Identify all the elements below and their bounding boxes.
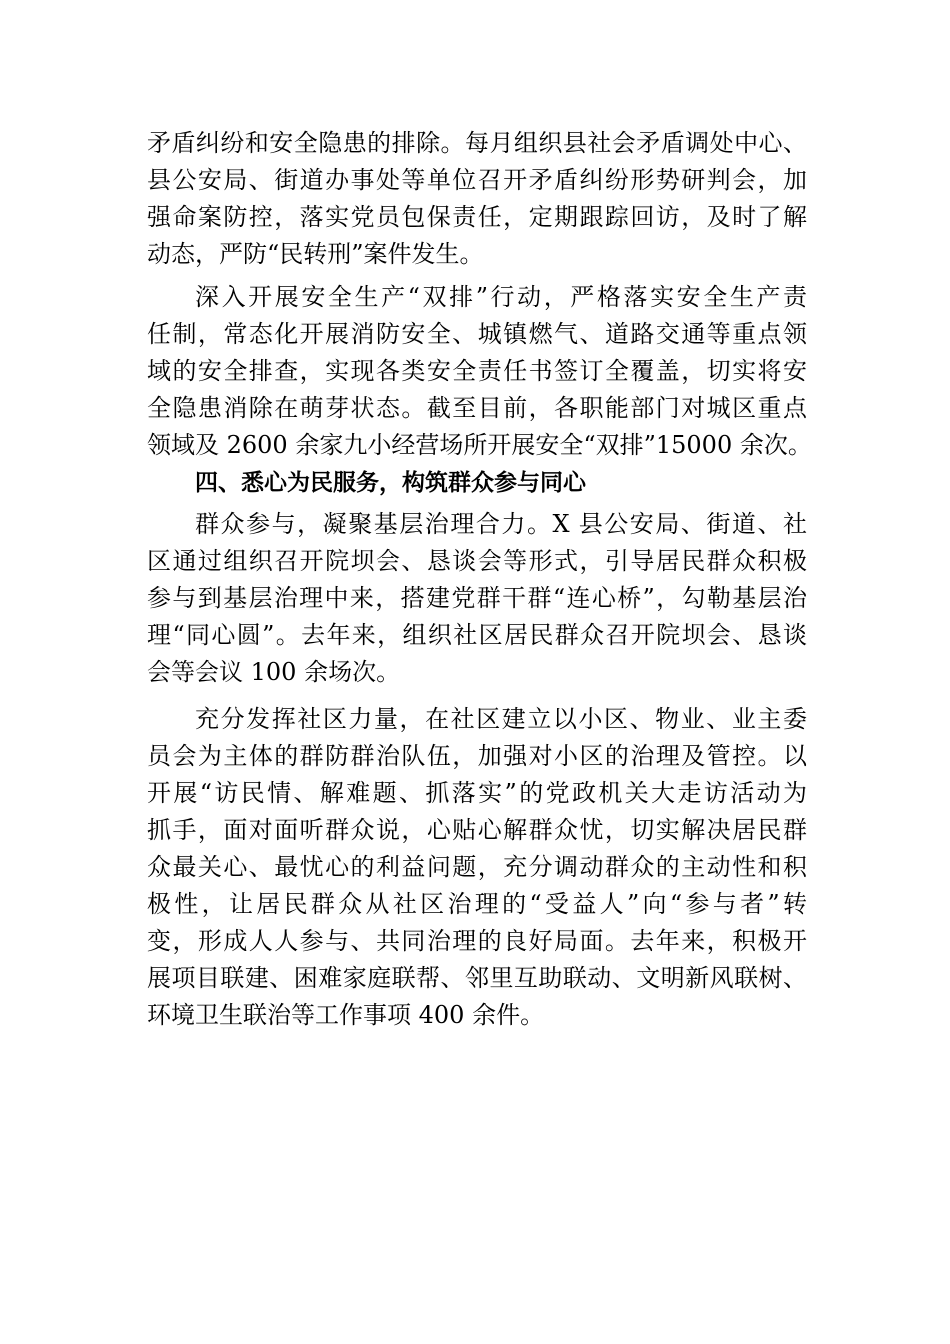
paragraph-community-strength	[147, 701, 807, 1034]
paragraph-line: 全隐患消除在萌芽状态。截至目前，各职能部门对城区重点	[147, 394, 807, 422]
paragraph-line: 理“同心圆”。去年来，组织社区居民群众召开院坝会、恳谈	[147, 621, 807, 649]
paragraph-line: 开展“访民情、解难题、抓落实”的党政机关大走访活动为	[147, 779, 807, 807]
paragraph-line: 域的安全排查，实现各类安全责任书签订全覆盖，切实将安	[147, 357, 807, 385]
paragraph-line: 领域及 2600 余家九小经营场所开展安全“双排”15000 余次。	[147, 431, 812, 459]
section-heading-four: 四、悉心为民服务，构筑群众参与同心	[195, 470, 586, 496]
paragraph-line: 动态，严防“民转刑”案件发生。	[147, 240, 484, 268]
paragraph-line: 众最关心、最忧心的利益问题，充分调动群众的主动性和积	[147, 853, 807, 881]
paragraph-line: 参与到基层治理中来，搭建党群干群“连心桥”，勾勒基层治	[147, 584, 807, 612]
paragraph-line: 矛盾纠纷和安全隐患的排除。每月组织县社会矛盾调处中心、	[147, 129, 807, 157]
paragraph-line: 变，形成人人参与、共同治理的良好局面。去年来，积极开	[147, 927, 807, 955]
paragraph-public-participation	[147, 506, 807, 691]
paragraph-line: 充分发挥社区力量，在社区建立以小区、物业、业主委	[195, 705, 807, 733]
paragraph-line: 抓手，面对面听群众说，心贴心解群众忧，切实解决居民群	[147, 816, 807, 844]
paragraph-line: 会等会议 100 余场次。	[147, 658, 401, 686]
paragraph-line: 环境卫生联治等工作事项 400 余件。	[147, 1001, 545, 1029]
paragraph-line: 极性，让居民群众从社区治理的“受益人”向“参与者”转	[147, 890, 807, 918]
document-body	[147, 125, 812, 1034]
paragraph-line: 区通过组织召开院坝会、恳谈会等形式，引导居民群众积极	[147, 547, 807, 575]
paragraph-conflict-resolution	[147, 125, 807, 273]
paragraph-line: 县公安局、街道办事处等单位召开矛盾纠纷形势研判会，加	[147, 166, 807, 194]
paragraph-line: 员会为主体的群防群治队伍，加强对小区的治理及管控。以	[147, 742, 807, 770]
paragraph-line: 群众参与，凝聚基层治理合力。X 县公安局、街道、社	[195, 510, 807, 538]
paragraph-line: 强命案防控，落实党员包保责任，定期跟踪回访，及时了解	[147, 203, 807, 231]
paragraph-line: 展项目联建、困难家庭联帮、邻里互助联动、文明新风联树、	[147, 964, 807, 992]
paragraph-safety-production	[147, 279, 812, 464]
paragraph-line: 任制，常态化开展消防安全、城镇燃气、道路交通等重点领	[147, 320, 807, 348]
paragraph-line: 深入开展安全生产“双排”行动，严格落实安全生产责	[195, 283, 807, 311]
